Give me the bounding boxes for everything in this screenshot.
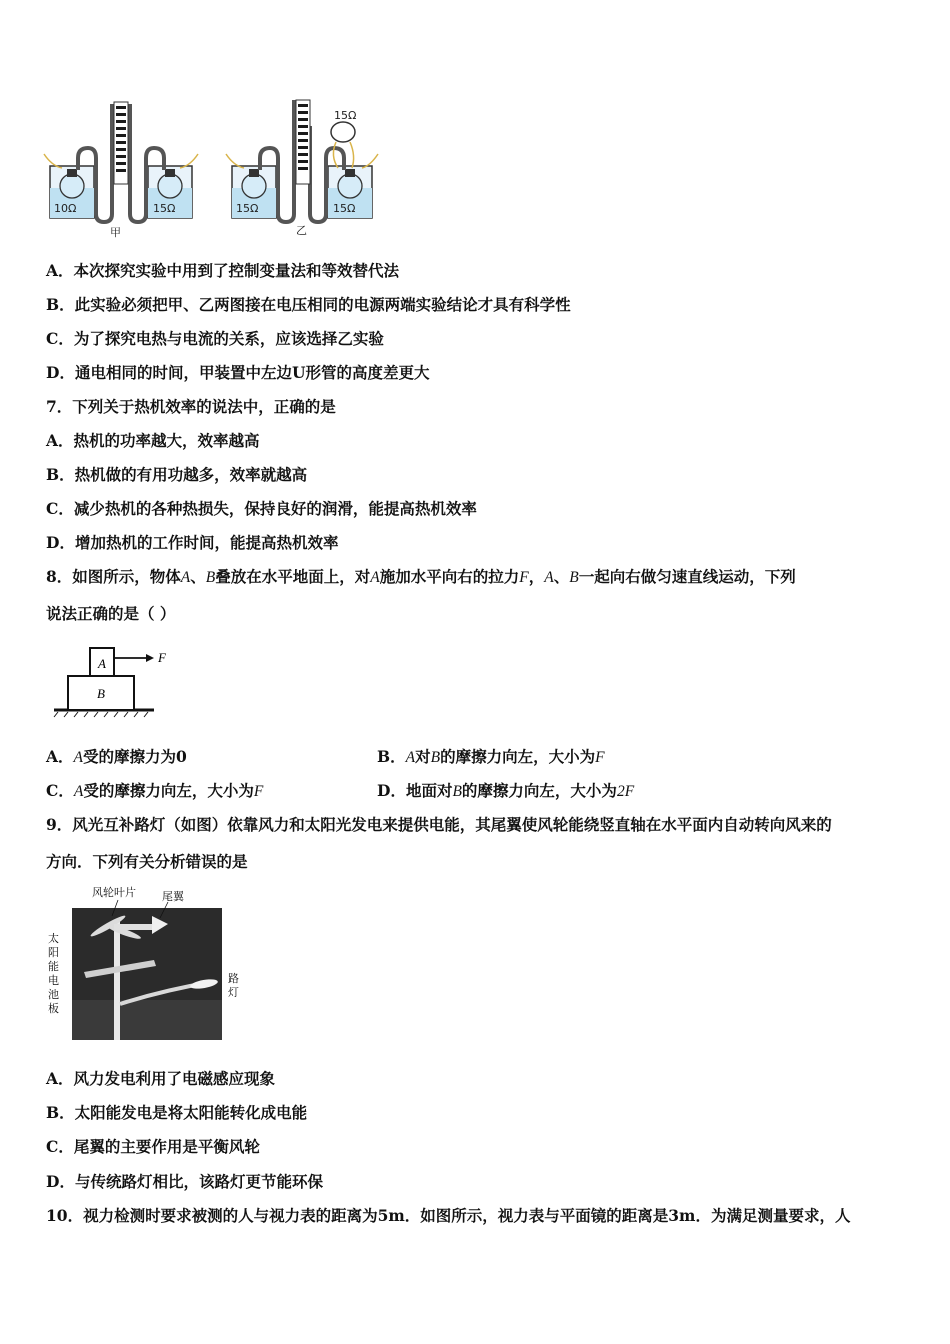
panel-label: [48, 931, 59, 1015]
q8-option-d: D．地面对B的摩擦力向左，大小为2F: [377, 781, 635, 800]
force-label: F: [158, 650, 166, 665]
yi-caption: 乙: [296, 224, 307, 237]
yi-left-resistance: 15Ω: [236, 202, 259, 215]
block-b-label: B: [97, 686, 105, 701]
q9-option-a: A．风力发电利用了电磁感应现象: [46, 1069, 276, 1088]
block-a-label: A: [98, 656, 106, 671]
q9-option-c: C．尾翼的主要作用是平衡风轮: [46, 1137, 260, 1156]
apparatus-jia: [44, 102, 198, 239]
q6-option-b: B．此实验必须把甲、乙两图接在电压相同的电源两端实验结论才具有科学性: [46, 295, 571, 314]
q10-stem-line1: 10．视力检测时要求被测的人与视力表的距离为5m．如图所示，视力表与平面镜的距离是3m．为满足测量要求，人: [46, 1206, 851, 1225]
svg-text:池: 池: [48, 988, 59, 1001]
jia-left-resistance: 10Ω: [54, 202, 77, 215]
svg-text:电: 电: [48, 974, 59, 987]
lamp-pole: [114, 920, 120, 1040]
svg-text:阳: 阳: [48, 946, 59, 959]
q9-stem-line1: 9．风光互补路灯（如图）依靠风力和太阳光发电来提供电能，其尾翼使风轮能绕竖直轴在水平面内自动转向风来的: [46, 815, 832, 834]
apparatus-yi: [226, 100, 378, 237]
q8-option-a: A．A受的摩擦力为0: [46, 747, 187, 766]
q7-option-a: A．热机的功率越大，效率越高: [46, 431, 260, 450]
q9-stem-line2: 方向．下列有关分析错误的是: [46, 852, 248, 871]
svg-text:板: 板: [48, 1002, 59, 1015]
q8-option-b: B．A对B的摩擦力向左，大小为F: [377, 747, 605, 766]
ground-hatching: [54, 712, 148, 717]
joule-heating-figure: [40, 96, 380, 244]
q9-option-b: B．太阳能发电是将太阳能转化成电能: [46, 1103, 308, 1122]
tail-label: 尾翼: [162, 890, 184, 903]
q7-option-d: D．增加热机的工作时间，能提高热机效率: [46, 533, 339, 552]
q7-stem: 7．下列关于热机效率的说法中，正确的是: [46, 397, 336, 416]
street-lamp-figure: [44, 880, 250, 1042]
q6-option-a: A．本次探究实验中用到了控制变量法和等效替代法: [46, 261, 400, 280]
svg-text:路: 路: [228, 972, 239, 985]
q6-option-d: D．通电相同的时间，甲装置中左边U形管的高度差更大: [46, 363, 430, 382]
q9-option-d: D．与传统路灯相比，该路灯更节能环保: [46, 1172, 323, 1191]
svg-text:太: 太: [48, 932, 59, 945]
q7-option-b: B．热机做的有用功越多，效率就越高: [46, 465, 308, 484]
q8-stem: 8．如图所示，物体A、B叠放在水平地面上，对A施加水平向右的拉力F，A、B一起向右做匀速直线运动，下列: [46, 567, 796, 586]
lamp-label: [228, 972, 239, 999]
stacked-blocks-figure: [50, 640, 180, 720]
yi-right-resistance: 15Ω: [333, 202, 356, 215]
jia-caption: 甲: [110, 226, 121, 239]
q8-stem-line2: 说法正确的是（ ）: [46, 604, 176, 623]
jia-right-resistance: 15Ω: [153, 202, 176, 215]
q7-option-c: C．减少热机的各种热损失，保持良好的润滑，能提高热机效率: [46, 499, 477, 518]
q6-option-c: C．为了探究电热与电流的关系，应该选择乙实验: [46, 329, 384, 348]
yi-top-resistance: 15Ω: [334, 109, 357, 122]
svg-text:灯: 灯: [228, 986, 239, 999]
q8-option-c: C．A受的摩擦力向左，大小为F: [46, 781, 264, 800]
svg-text:能: 能: [48, 960, 59, 973]
blade-label: 风轮叶片: [92, 886, 136, 899]
